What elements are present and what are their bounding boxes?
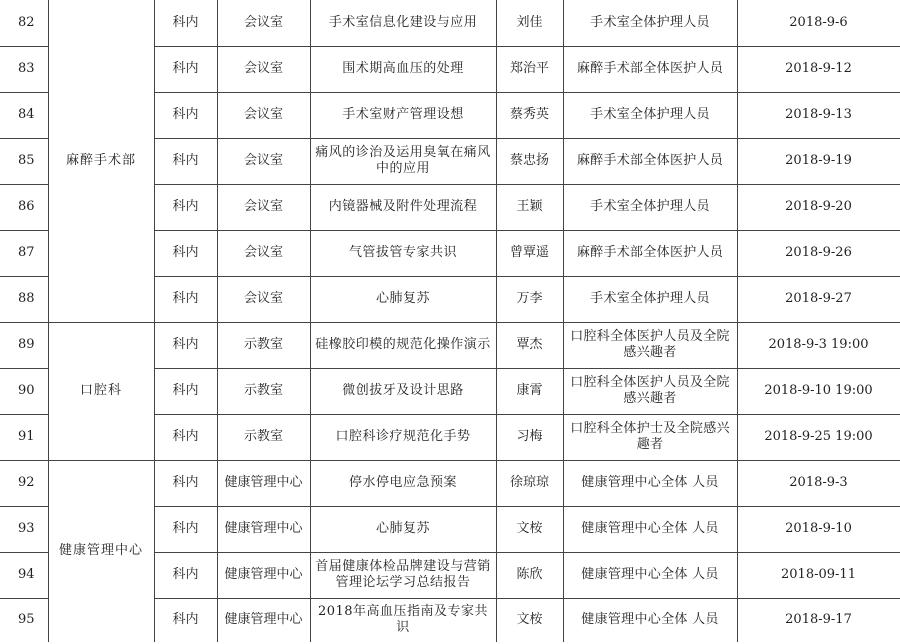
audience: 手术室全体护理人员 <box>563 276 737 322</box>
speaker: 万李 <box>496 276 563 322</box>
location: 示教室 <box>217 368 310 414</box>
date: 2018-9-19 <box>737 138 900 184</box>
location: 会议室 <box>217 92 310 138</box>
department-cell: 麻醉手术部 <box>48 0 154 322</box>
speaker: 蔡忠扬 <box>496 138 563 184</box>
speaker: 康霄 <box>496 368 563 414</box>
table-row <box>0 0 900 46</box>
topic: 口腔科诊疗规范化手势 <box>310 414 496 460</box>
row-number: 92 <box>0 460 48 506</box>
topic: 微创拔牙及设计思路 <box>310 368 496 414</box>
topic: 心肺复苏 <box>310 506 496 552</box>
topic: 停水停电应急预案 <box>310 460 496 506</box>
row-number: 93 <box>0 506 48 552</box>
row-number: 83 <box>0 46 48 92</box>
location: 示教室 <box>217 322 310 368</box>
speaker: 徐琼琼 <box>496 460 563 506</box>
date: 2018-9-17 <box>737 598 900 642</box>
row-number: 84 <box>0 92 48 138</box>
date: 2018-9-10 19:00 <box>737 368 900 414</box>
location: 会议室 <box>217 276 310 322</box>
audience: 麻醉手术部全体医护人员 <box>563 138 737 184</box>
topic: 硅橡胶印模的规范化操作演示 <box>310 322 496 368</box>
topic: 手术室财产管理设想 <box>310 92 496 138</box>
speaker: 覃杰 <box>496 322 563 368</box>
row-number: 91 <box>0 414 48 460</box>
session-type: 科内 <box>154 460 217 506</box>
location: 健康管理中心 <box>217 506 310 552</box>
audience: 口腔科全体护士及全院感兴趣者 <box>563 414 737 460</box>
session-type: 科内 <box>154 598 217 642</box>
location: 会议室 <box>217 184 310 230</box>
date: 2018-9-3 19:00 <box>737 322 900 368</box>
session-type: 科内 <box>154 184 217 230</box>
date: 2018-9-25 19:00 <box>737 414 900 460</box>
audience: 口腔科全体医护人员及全院感兴趣者 <box>563 322 737 368</box>
row-number: 95 <box>0 598 48 642</box>
location: 会议室 <box>217 46 310 92</box>
topic: 痛风的诊治及运用臭氧在痛风中的应用 <box>310 138 496 184</box>
date: 2018-9-3 <box>737 460 900 506</box>
table-row <box>0 460 900 506</box>
row-number: 89 <box>0 322 48 368</box>
session-type: 科内 <box>154 506 217 552</box>
session-type: 科内 <box>154 230 217 276</box>
session-type: 科内 <box>154 138 217 184</box>
location: 会议室 <box>217 230 310 276</box>
speaker: 文桉 <box>496 598 563 642</box>
row-number: 88 <box>0 276 48 322</box>
date: 2018-9-10 <box>737 506 900 552</box>
speaker: 陈欣 <box>496 552 563 598</box>
row-number: 87 <box>0 230 48 276</box>
date: 2018-9-6 <box>737 0 900 46</box>
row-number: 94 <box>0 552 48 598</box>
topic: 心肺复苏 <box>310 276 496 322</box>
speaker: 文桉 <box>496 506 563 552</box>
audience: 手术室全体护理人员 <box>563 184 737 230</box>
speaker: 刘佳 <box>496 0 563 46</box>
location: 健康管理中心 <box>217 460 310 506</box>
audience: 麻醉手术部全体医护人员 <box>563 230 737 276</box>
speaker: 郑治平 <box>496 46 563 92</box>
table-row <box>0 322 900 368</box>
audience: 手术室全体护理人员 <box>563 0 737 46</box>
topic: 手术室信息化建设与应用 <box>310 0 496 46</box>
date: 2018-9-12 <box>737 46 900 92</box>
audience: 健康管理中心全体 人员 <box>563 506 737 552</box>
session-type: 科内 <box>154 92 217 138</box>
audience: 健康管理中心全体 人员 <box>563 598 737 642</box>
location: 健康管理中心 <box>217 598 310 642</box>
date: 2018-9-20 <box>737 184 900 230</box>
date: 2018-9-27 <box>737 276 900 322</box>
topic: 首届健康体检品牌建设与营销管理论坛学习总结报告 <box>310 552 496 598</box>
date: 2018-9-26 <box>737 230 900 276</box>
row-number: 82 <box>0 0 48 46</box>
audience: 手术室全体护理人员 <box>563 92 737 138</box>
location: 会议室 <box>217 138 310 184</box>
topic: 围术期高血压的处理 <box>310 46 496 92</box>
speaker: 习梅 <box>496 414 563 460</box>
topic: 2018年高血压指南及专家共识 <box>310 598 496 642</box>
location: 会议室 <box>217 0 310 46</box>
speaker: 蔡秀英 <box>496 92 563 138</box>
row-number: 90 <box>0 368 48 414</box>
session-type: 科内 <box>154 322 217 368</box>
speaker: 曾覃遥 <box>496 230 563 276</box>
audience: 健康管理中心全体 人员 <box>563 460 737 506</box>
session-type: 科内 <box>154 46 217 92</box>
date: 2018-09-11 <box>737 552 900 598</box>
session-type: 科内 <box>154 0 217 46</box>
topic: 气管拔管专家共识 <box>310 230 496 276</box>
location: 示教室 <box>217 414 310 460</box>
session-type: 科内 <box>154 552 217 598</box>
location: 健康管理中心 <box>217 552 310 598</box>
department-cell: 口腔科 <box>48 322 154 460</box>
row-number: 85 <box>0 138 48 184</box>
audience: 麻醉手术部全体医护人员 <box>563 46 737 92</box>
session-type: 科内 <box>154 414 217 460</box>
speaker: 王颖 <box>496 184 563 230</box>
row-number: 86 <box>0 184 48 230</box>
topic: 内镜器械及附件处理流程 <box>310 184 496 230</box>
session-type: 科内 <box>154 276 217 322</box>
audience: 口腔科全体医护人员及全院感兴趣者 <box>563 368 737 414</box>
date: 2018-9-13 <box>737 92 900 138</box>
session-type: 科内 <box>154 368 217 414</box>
department-cell: 健康管理中心 <box>48 460 154 642</box>
audience: 健康管理中心全体 人员 <box>563 552 737 598</box>
